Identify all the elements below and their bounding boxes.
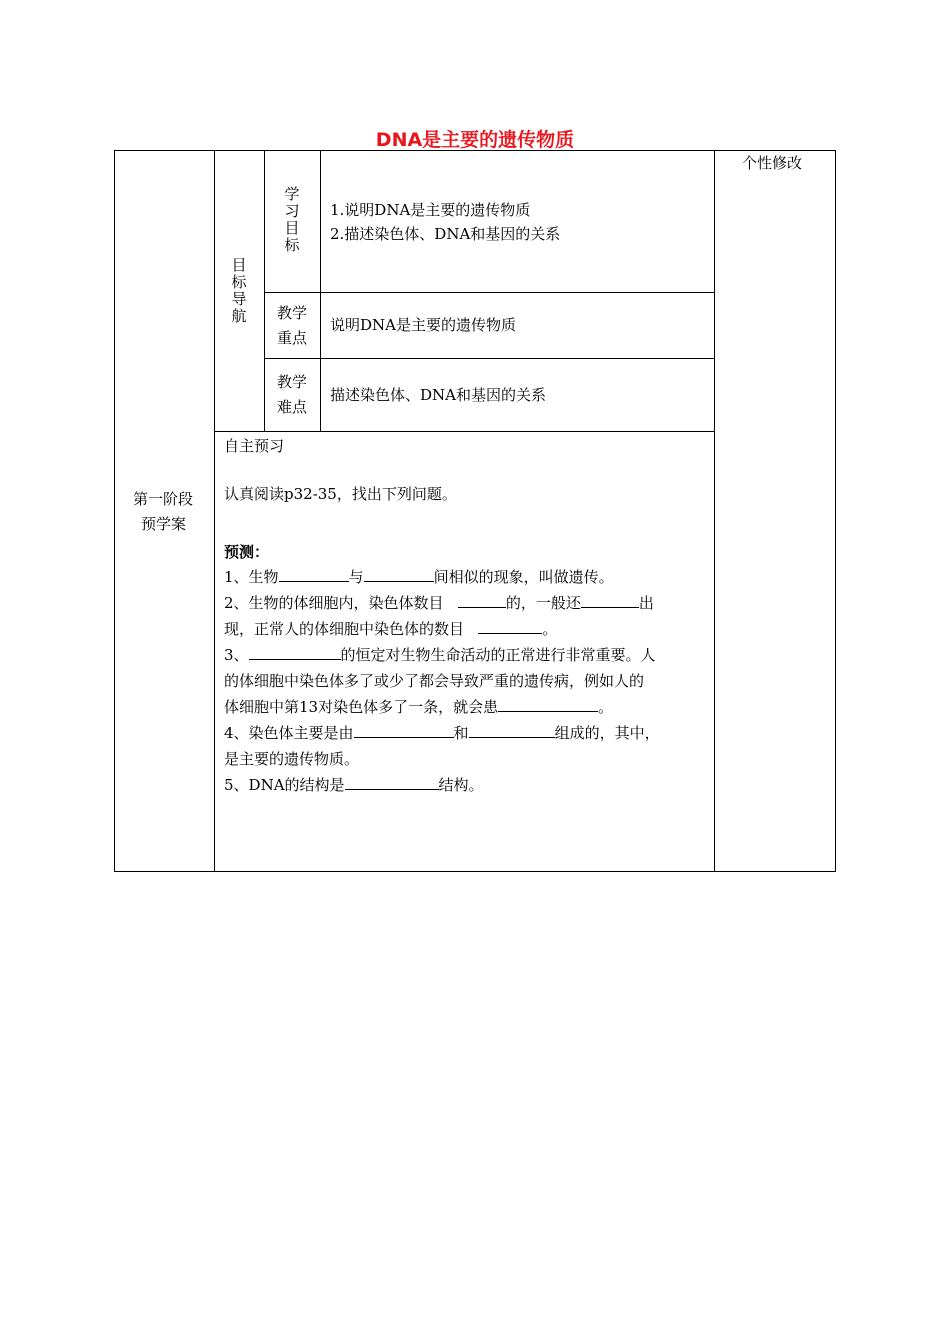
key-point-label-line1: 教学 bbox=[277, 304, 308, 322]
question-2: 2、生物的体细胞内，染色体数目 的，一般还 出 现，正常人的体细胞中染色体的数目 。 bbox=[224, 590, 709, 642]
divider bbox=[264, 292, 715, 293]
key-point-content: 说明DNA是主要的遗传物质 bbox=[330, 316, 516, 334]
answer-blank[interactable] bbox=[498, 695, 598, 712]
divider bbox=[264, 150, 265, 432]
question-5: 5、DNA的结构是 结构。 bbox=[224, 772, 709, 798]
question-4: 4、染色体主要是由 和 组成的，其中， 是主要的遗传物质。 bbox=[224, 720, 709, 772]
answer-blank[interactable] bbox=[364, 565, 434, 582]
learning-goal-item: 1.说明DNA是主要的遗传物质 bbox=[330, 201, 531, 219]
divider bbox=[320, 150, 321, 432]
stage-label-line1: 第一阶段 bbox=[133, 490, 194, 508]
divider bbox=[714, 150, 715, 872]
key-point-label-line2: 重点 bbox=[277, 329, 308, 347]
learning-goal-item: 2.描述染色体、DNA和基因的关系 bbox=[330, 225, 561, 243]
preview-heading: 自主预习 bbox=[224, 437, 285, 455]
stage-label-line2: 预学案 bbox=[141, 515, 187, 533]
difficulty-label-line2: 难点 bbox=[277, 398, 308, 416]
answer-blank[interactable] bbox=[249, 643, 341, 660]
answer-blank[interactable] bbox=[345, 773, 439, 790]
revision-column-label: 个性修改 bbox=[742, 154, 803, 172]
question-1: 1、生物 与 间相似的现象，叫做遗传。 bbox=[224, 564, 709, 590]
divider bbox=[264, 358, 715, 359]
difficulty-content: 描述染色体、DNA和基因的关系 bbox=[330, 386, 546, 404]
divider bbox=[214, 431, 715, 432]
divider bbox=[214, 150, 215, 872]
answer-blank[interactable] bbox=[581, 591, 639, 608]
learning-goals-label: 学 习 目 标 bbox=[284, 185, 300, 254]
answer-blank[interactable] bbox=[478, 617, 542, 634]
test-label: 预测： bbox=[224, 543, 270, 561]
question-3: 3、 的恒定对生物生命活动的正常进行非常重要。人 的体细胞中染色体多了或少了都会导致严重的遗传病，例如人的 体细胞中第13对染色体多了一条，就会患 。 bbox=[224, 642, 709, 720]
goal-nav-label: 目 标 导 航 bbox=[231, 256, 247, 325]
answer-blank[interactable] bbox=[354, 721, 454, 738]
answer-blank[interactable] bbox=[469, 721, 555, 738]
answer-blank[interactable] bbox=[279, 565, 349, 582]
page-title: DNA是主要的遗传物质 bbox=[375, 129, 575, 151]
preview-instruction: 认真阅读p32-35，找出下列问题。 bbox=[224, 485, 457, 503]
difficulty-label-line1: 教学 bbox=[277, 373, 308, 391]
answer-blank[interactable] bbox=[458, 591, 506, 608]
